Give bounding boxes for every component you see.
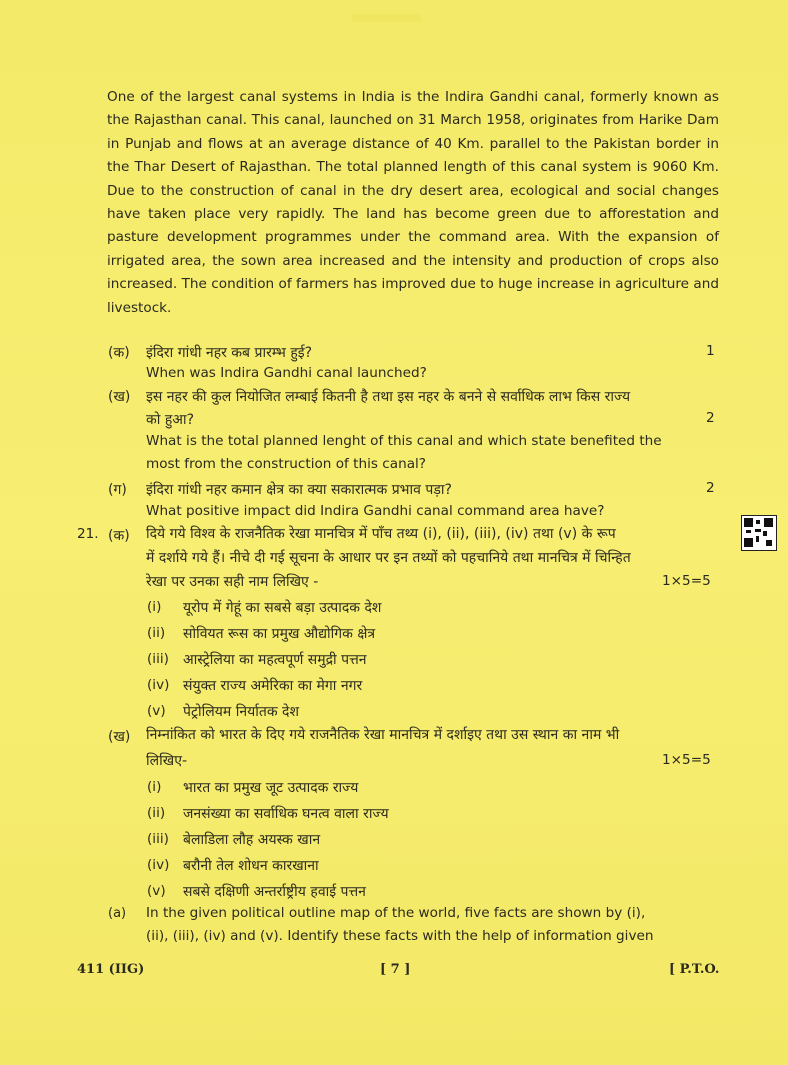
q21-ka-item-1-num: (i) — [147, 599, 162, 615]
qr-code-icon — [741, 515, 777, 551]
q21-ka-label: (क) — [108, 528, 130, 544]
q20-kha-hindi-1: इस नहर की कुल नियोजित लम्बाई कितनी है तथा इस नहर के बनने से सर्वाधिक लाभ किस राज्य — [146, 389, 631, 405]
q21-kha-hindi-2: लिखिए- — [146, 753, 187, 769]
q21-number: 21. — [77, 526, 99, 542]
q21-kha-item-3-num: (iii) — [147, 831, 169, 847]
q21-kha-marks: 1×5=5 — [662, 752, 711, 768]
q20-ka-hindi: इंदिरा गांधी नहर कब प्रारम्भ हुई? — [146, 345, 313, 361]
faded-header-mark — [352, 14, 422, 22]
q20-ga-english: What positive impact did Indira Gandhi canal command area have? — [146, 503, 605, 519]
q20-kha-hindi-2: को हुआ? — [146, 412, 195, 428]
q20-ga-marks: 2 — [706, 480, 715, 496]
q21-a-english-1: In the given political outline map of the world, five facts are shown by (i), — [146, 905, 646, 921]
q20-kha-english-2: most from the construction of this canal? — [146, 456, 427, 472]
q20-kha-label: (ख) — [108, 389, 131, 405]
q21-ka-item-4-num: (iv) — [147, 677, 170, 693]
q20-ka-label: (क) — [108, 345, 130, 361]
q21-a-label: (a) — [108, 906, 127, 921]
q21-ka-hindi-2: में दर्शाये गये हैं। नीचे दी गई सूचना के आधार पर इन तथ्यों को पहचानिये तथा मानचित्र में चिन्हित — [146, 550, 631, 566]
q21-ka-item-5-text: पेट्रोलियम निर्यातक देश — [183, 704, 299, 720]
q21-kha-item-2-num: (ii) — [147, 805, 166, 821]
q20-ga-label: (ग) — [108, 482, 127, 498]
q21-kha-item-3-text: बेलाडिला लौह अयस्क खान — [183, 832, 321, 848]
q21-ka-hindi-3: रेखा पर उनका सही नाम लिखिए - — [146, 574, 319, 590]
footer-page-number: [ 7 ] — [380, 962, 411, 977]
q21-ka-item-5-num: (v) — [147, 703, 166, 719]
q21-kha-item-5-text: सबसे दक्षिणी अन्तर्राष्ट्रीय हवाई पत्तन — [183, 884, 366, 900]
q21-kha-item-5-num: (v) — [147, 883, 166, 899]
q21-kha-item-1-text: भारत का प्रमुख जूट उत्पादक राज्य — [183, 780, 359, 796]
q21-kha-item-2-text: जनसंख्या का सर्वाधिक घनत्व वाला राज्य — [183, 806, 389, 822]
q20-kha-english-1: What is the total planned lenght of this canal and which state benefited the — [146, 433, 662, 449]
q21-a-english-2: (ii), (iii), (iv) and (v). Identify these facts with the help of information given — [146, 928, 654, 944]
q20-kha-marks: 2 — [706, 410, 715, 426]
q21-ka-item-3-text: आस्ट्रेलिया का महत्वपूर्ण समुद्री पत्तन — [183, 652, 367, 668]
q21-kha-item-1-num: (i) — [147, 779, 162, 795]
q21-ka-item-4-text: संयुक्त राज्य अमेरिका का मेगा नगर — [183, 678, 363, 694]
q21-ka-item-3-num: (iii) — [147, 651, 169, 667]
q21-ka-marks: 1×5=5 — [662, 573, 711, 589]
q21-ka-item-1-text: यूरोप में गेहूं का सबसे बड़ा उत्पादक देश — [183, 600, 382, 616]
q21-ka-hindi-1: दिये गये विश्व के राजनैतिक रेखा मानचित्र में पाँच तथ्य (i), (ii), (iii), (iv) तथा (v) के रूप — [146, 526, 616, 542]
q20-ka-marks: 1 — [706, 343, 715, 359]
q20-ka-english: When was Indira Gandhi canal launched? — [146, 365, 427, 381]
q20-ga-hindi: इंदिरा गांधी नहर कमान क्षेत्र का क्या सकारात्मक प्रभाव पड़ा? — [146, 482, 452, 498]
passage: One of the largest canal systems in India is the Indira Gandhi canal, formerly known as the Rajasthan canal. This canal, launched on 31 March 1958, originates from Harike Dam in Punjab and flows at an average distance of 40 Km. parallel to the Pakistan border in the Thar Desert of Rajasthan. The total planned length of this canal system is 9060 Km. Due to the construction of canal in the dry desert area, ecological and social changes have taken place very rapidly. The land has become green due to afforestation and pasture development programmes under the command area. With the expansion of irrigated area, the sown area increased and the intensity and production of crops also increased. The condition of farmers has improved due to huge increase in agriculture and livestock. — [107, 89, 719, 316]
q21-kha-hindi-1: निम्नांकित को भारत के दिए गये राजनैतिक रेखा मानचित्र में दर्शाइए तथा उस स्थान का नाम भी — [146, 727, 620, 743]
q21-ka-item-2-text: सोवियत रूस का प्रमुख औद्योगिक क्षेत्र — [183, 626, 376, 642]
q21-kha-item-4-text: बरौनी तेल शोधन कारखाना — [183, 858, 319, 874]
q21-ka-item-2-num: (ii) — [147, 625, 166, 641]
q21-kha-item-4-num: (iv) — [147, 857, 170, 873]
footer-pto: [ P.T.O. — [669, 962, 720, 977]
q21-kha-label: (ख) — [108, 729, 131, 745]
footer-code: 411 (IIG) — [77, 962, 145, 977]
